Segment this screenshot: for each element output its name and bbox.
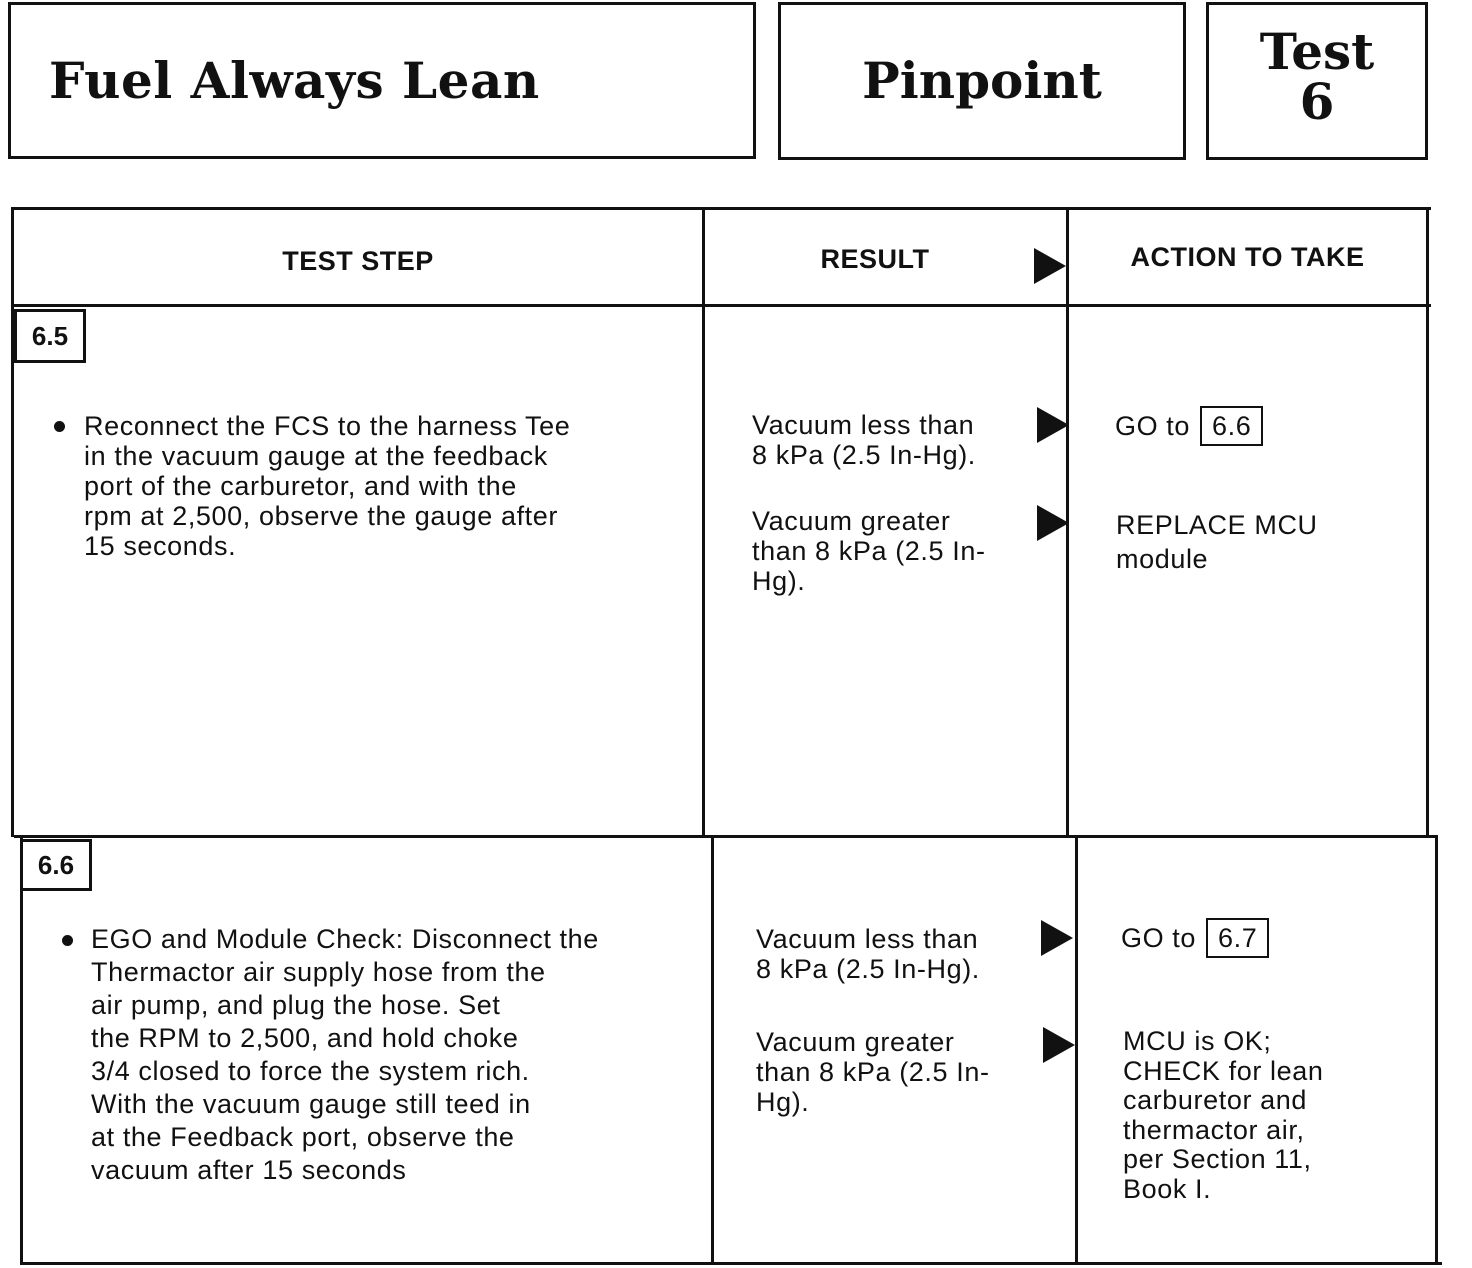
action-goto-label: GO to — [1121, 922, 1197, 953]
table-right-border — [1426, 207, 1429, 837]
result-text: Vacuum greater than 8 kPa (2.5 In- Hg). — [756, 1027, 990, 1117]
step-instruction: EGO and Module Check: Disconnect the Thermactor air supply hose from the air pump, and plug the hose. Set the RPM to 2,500, and hold choke 3/4 closed to force the system rich. With the vacuum gauge still teed in at the Feedback port, observe the vacuum after 15 seconds — [91, 924, 599, 1185]
goto-step-ref[interactable]: 6.7 — [1206, 918, 1269, 958]
step-number-6-5: 6.5 — [14, 309, 86, 363]
table-left-border-lower — [20, 835, 23, 1265]
result-arrow-icon — [1043, 1027, 1075, 1063]
page-title: Fuel Always Lean — [49, 51, 540, 110]
action-goto — [1121, 918, 1269, 958]
test-number-box — [1206, 2, 1428, 160]
table-right-border-lower — [1435, 835, 1438, 1265]
pinpoint-box — [778, 2, 1186, 160]
column-divider-1-lower — [711, 835, 714, 1265]
step-number-6-6: 6.6 — [20, 839, 92, 891]
test-number: 6 — [1299, 72, 1335, 131]
test-label: Test — [1259, 22, 1375, 81]
result-arrow-icon — [1041, 920, 1073, 956]
action-goto — [1115, 406, 1263, 446]
table-top-border — [11, 207, 1431, 210]
result-text: Vacuum less than 8 kPa (2.5 In-Hg). — [752, 410, 976, 470]
step-instruction: Reconnect the FCS to the harness Tee in the vacuum gauge at the feedback port of the carburetor, and with the rpm at 2,500, observe the gauge after 15 seconds. — [84, 411, 571, 561]
column-divider-1 — [702, 207, 705, 837]
bullet-icon — [54, 421, 65, 432]
column-header-action: ACTION TO TAKE — [1130, 242, 1365, 272]
column-divider-2-lower — [1075, 835, 1078, 1265]
row-divider — [14, 835, 1438, 838]
result-arrow-icon — [1037, 407, 1069, 443]
header-arrow-icon — [1034, 248, 1066, 284]
column-header-test-step: TEST STEP — [282, 246, 434, 276]
action-goto-label: GO to — [1115, 410, 1191, 441]
title-box — [8, 2, 756, 159]
table-bottom-border — [22, 1262, 1442, 1265]
result-text: Vacuum less than 8 kPa (2.5 In-Hg). — [756, 924, 980, 984]
result-text: Vacuum greater than 8 kPa (2.5 In- Hg). — [752, 506, 986, 596]
bullet-icon — [62, 935, 73, 946]
table-left-border — [11, 207, 14, 837]
header-divider — [11, 304, 1431, 307]
column-header-result: RESULT — [820, 244, 930, 274]
goto-step-ref[interactable]: 6.6 — [1200, 406, 1263, 446]
action-text: REPLACE MCU module — [1116, 510, 1318, 574]
pinpoint-label: Pinpoint — [862, 51, 1102, 110]
action-text: MCU is OK; CHECK for lean carburetor and thermactor air, per Section 11, Book I. — [1123, 1026, 1324, 1204]
result-arrow-icon — [1037, 505, 1069, 541]
